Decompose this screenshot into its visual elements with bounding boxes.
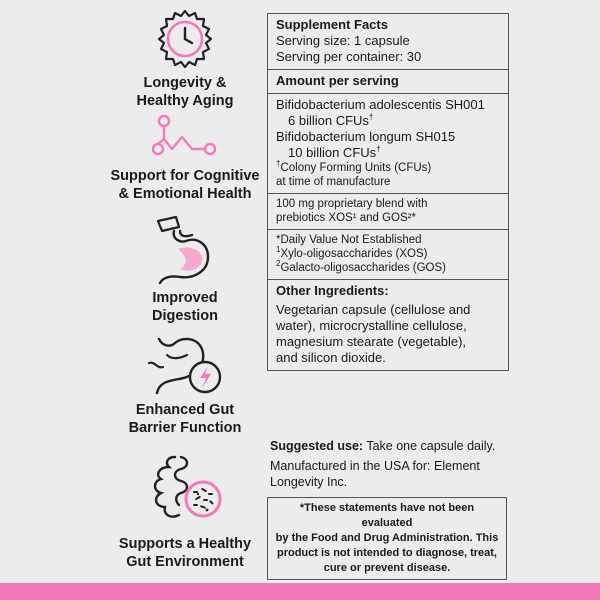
intestine-icon	[145, 453, 225, 531]
other-ingredients-line: water), microcrystalline cellulose,	[276, 318, 467, 333]
benefit-label: Improved Digestion	[151, 290, 219, 324]
suggested-use-line: Suggested use: Take one capsule daily.	[270, 439, 496, 453]
blend-line: 100 mg proprietary blend with	[276, 198, 428, 210]
benefit-longevity	[90, 8, 280, 110]
benefit-digestion	[90, 213, 280, 325]
strain-1-amount: 6 billion CFUs†	[288, 112, 374, 128]
pink-footer-bar	[0, 583, 600, 600]
blend-line: prebiotics XOS¹ and GOS²*	[276, 212, 416, 224]
disclaimer-line: by the Food and Drug Administration. This	[275, 532, 499, 544]
amount-header: Amount per serving	[276, 73, 399, 88]
disclaimer-line: *These statements have not been evaluated	[299, 502, 475, 529]
benefit-gut-environment	[90, 453, 280, 571]
blend-section	[268, 194, 508, 230]
other-ingredients-line: Vegetarian capsule (cellulose and	[276, 302, 471, 317]
servings-per-container: Serving per container: 30	[276, 49, 422, 64]
strain-2-name: Bifidobacterium longum SH015	[276, 129, 456, 144]
other-ingredients-title: Other Ingredients:	[276, 283, 389, 298]
footnote-2: $^2$Galacto-oligosaccharides (GOS)	[276, 259, 446, 274]
other-ingredients-line: and silicon dioxide.	[276, 350, 386, 365]
disclaimer-line: product is not intended to diagnose, treat,	[276, 547, 497, 559]
benefit-label: Longevity & Healthy Aging	[136, 75, 234, 109]
strains-section	[268, 94, 508, 194]
manufactured-line: Manufactured in the USA for: Element	[270, 459, 480, 473]
amount-header-section	[268, 70, 508, 94]
supplement-facts-panel	[267, 13, 509, 371]
dv-note: *Daily Value Not Established	[276, 234, 422, 246]
benefit-label: Enhanced Gut Barrier Function	[128, 402, 242, 436]
fda-disclaimer	[267, 497, 507, 580]
gut-shield-icon	[145, 335, 225, 397]
suggested-use	[270, 438, 510, 490]
strain-1-name: Bifidobacterium adolescentis SH001	[276, 97, 485, 112]
other-ingredients-line: magnesium stearate (vegetable),	[276, 334, 467, 349]
benefit-label: Support for Cognitive & Emotional Health	[110, 168, 260, 202]
cfu-note: †Colony Forming Units (CFUs)	[276, 159, 432, 174]
facts-title: Supplement Facts	[276, 17, 388, 32]
facts-header-section	[268, 14, 508, 70]
stomach-icon	[150, 213, 220, 285]
manufactured-line: Longevity Inc.	[270, 475, 348, 489]
footnotes-section	[268, 230, 508, 280]
strain-2-amount: 10 billion CFUs†	[288, 144, 381, 160]
benefit-gut-barrier	[90, 335, 280, 437]
molecule-icon	[150, 113, 220, 163]
disclaimer-line: cure or prevent disease.	[323, 562, 451, 574]
benefit-cognitive	[90, 113, 280, 203]
cfu-note-2: at time of manufacture	[276, 176, 391, 188]
serving-size: Serving size: 1 capsule	[276, 33, 410, 48]
clock-circle-icon	[154, 8, 216, 70]
other-ingredients-section	[268, 280, 508, 370]
benefit-label: Supports a Healthy Gut Environment	[118, 536, 252, 570]
footnote-1: $^1$Xylo-oligosaccharides (XOS)	[276, 245, 428, 260]
